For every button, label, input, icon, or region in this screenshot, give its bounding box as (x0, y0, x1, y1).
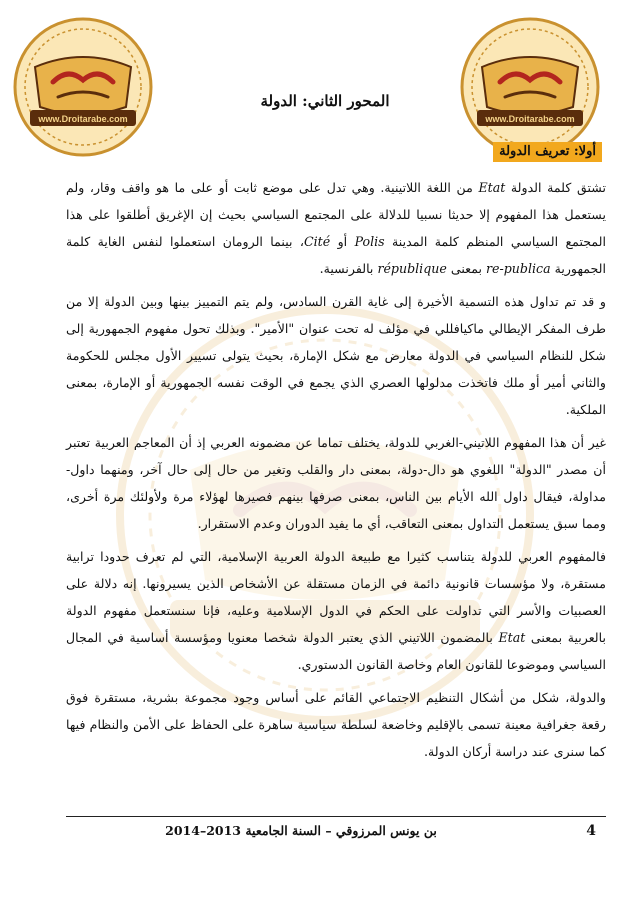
section-heading: أولا: تعريف الدولة (493, 142, 602, 162)
paragraph-republic: و قد تم تداول هذه التسمية الأخيرة إلى غاية القرن السادس، ولم يتم التمييز بينها وبين الدولة إلا من طرف المفكر الإيطالي ماكيافللي في مؤلف له تحت عنوان "الأمير". وبذلك تحول مفهوم الجمهورية إلى شكل للنظام السياسي في الدولة معارض مع شكل الإمارة، بحيث يتولى تسيير الأول مجلس للحكومة والثاني أمير أو ملك فاتخذت مدلولها العصري الذي يجمع في الوقت نفسه الجمهورية أو الإمارة، بمعنى الملكية. (66, 294, 606, 417)
body-text (66, 174, 606, 771)
paragraph-definition: والدولة، شكل من أشكال التنظيم الاجتماعي القائم على أساس وجود مجموعة بشرية، مستقرة فوق رقعة جغرافية معينة تسمى بالإقليم وخاضعة لسلطة سياسية ساهرة على الحفاظ على الأمن والنظام فيها كما سنرى عند دراسة أركان الدولة. (66, 690, 606, 759)
page-number: 4 (586, 823, 596, 839)
paragraph-arabic-concept: فالمفهوم العربي للدولة يتناسب كثيرا مع طبيعة الدولة العربية الإسلامية، التي لم تعرف حدودا ترابية مستقرة، ولا مؤسسات قانونية دائمة في الزمان مستقلة عن الأشخاص الذين يسيرونها. إنه دلالة على العصبيات والأسر التي تداولت على الحكم في الدول الإسلامية وعليه، فإنا سنستعمل مفهوم الدولة بالعربية بمعنى Etat بالمضمون اللاتيني الذي يعتبر الدولة شخصا معنويا ومؤسسة أساسية في المجال السياسي وموضوعا للقانون العام وخاصة القانون الدستوري. (66, 549, 606, 672)
seal-logo-left (8, 12, 158, 162)
paragraph-arabic-meaning: غير أن هذا المفهوم اللاتيني-الغربي للدولة، يختلف تماما عن مضمونه العربي إذ أن المعاجم العربية تعتبر أن مصدر "الدولة" اللغوي هو دال-دولة، بمعنى دار والقلب وتغير من حال إلى حال آخر، ومنهما داول-مداولة، فيقال داول الله الأيام بين الناس، بمعنى صرفها بينهم فصيرها لهؤلاء مرة ولأولئك مرة أخرى، ومما سبق يستعمل التداول بمعنى التعاقب، أي ما يفيد الدوران وعدم الاستقرار. (66, 435, 606, 531)
page-title: المحور الثاني: الدولة (260, 92, 390, 110)
seal-site-text: www.Droitarabe.com (485, 114, 575, 124)
footer-divider (66, 816, 606, 817)
seal-logo-right (455, 12, 605, 162)
seal-site-text: www.Droitarabe.com (38, 114, 128, 124)
paragraph-etymology: تشتق كلمة الدولة Etat من اللغة اللاتينية. وهي تدل على موضع ثابت أو على ما هو واقف وقار، ولم يستعمل هذا المفهوم إلا حديثا نسبيا للدلالة على المجتمع السياسي بحيث إن الإغريق أطلقوا على هذا المجتمع السياسي المنظم كلمة المدينة Polis أو Cité، بينما الرومان استعملوا لنفس الغاية كلمة الجمهورية re-publica بمعنى république بالفرنسية. (66, 180, 607, 276)
footer-author-line: بن يونس المرزوقي – السنة الجامعية 2013–2014 (165, 823, 437, 838)
